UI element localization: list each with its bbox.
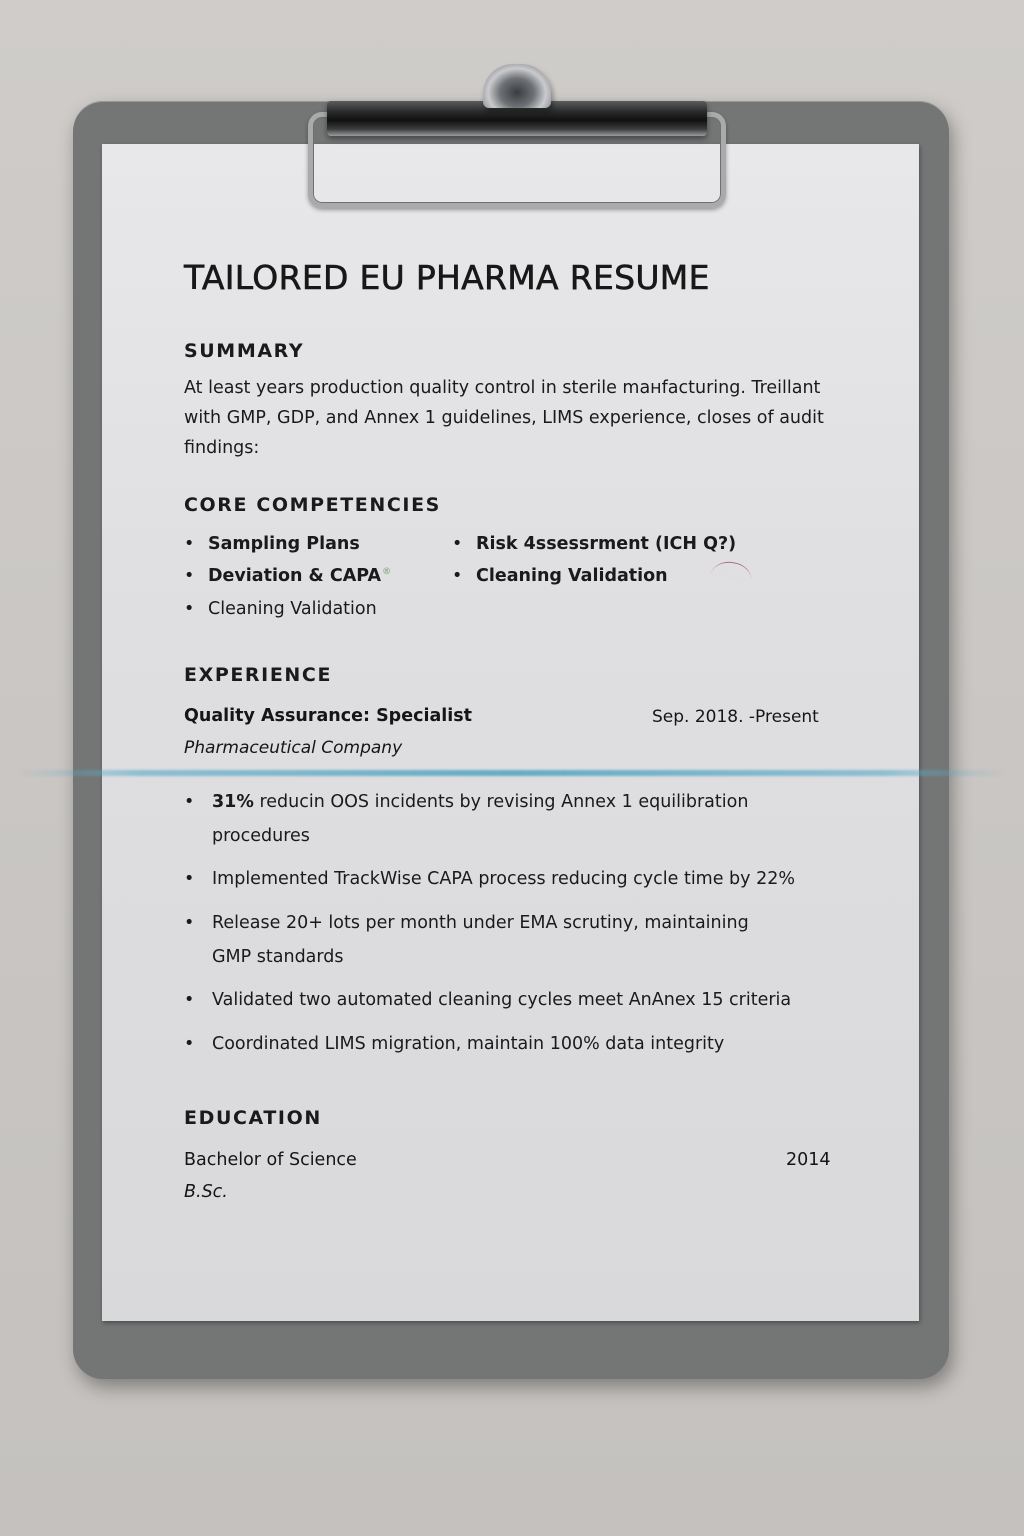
- bullet: •: [452, 534, 463, 554]
- competency-item: • Cleaning Validation: [184, 599, 377, 619]
- bullet: •: [184, 990, 195, 1010]
- graduation-year: 2014: [786, 1150, 831, 1170]
- clip-hanger-icon: [483, 64, 551, 108]
- bullet: •: [452, 566, 463, 586]
- bullet: •: [184, 792, 195, 812]
- job-dates: Sep. 2018. -Present: [652, 707, 819, 727]
- resume-title: TAILORED EU PHARMA RESUME: [184, 258, 710, 297]
- bullet: •: [184, 566, 195, 586]
- competency-item: • Cleaning Validation: [452, 566, 668, 586]
- experience-bullet: • Coordinated LIMS migration, maintain 100% data integrity: [184, 1027, 854, 1061]
- company-name: Pharmaceutical Company: [184, 738, 403, 758]
- summary-text: At least years production quality control in sterile maнfacturing. Treillant with GMP, GDP, and Annex 1 guidelines, LIMS experience, closes of audit findings:: [184, 378, 824, 458]
- resume-paper: [102, 144, 919, 1321]
- competency-item: • Deviation & CAPA®: [184, 566, 392, 586]
- experience-bullet: • 31% reducin OOS incidents by revising Annex 1 equilibration procedures: [184, 785, 854, 853]
- competencies-heading: CORE COMPETENCIES: [184, 494, 441, 516]
- degree-abbreviation: B.Sc.: [184, 1182, 228, 1202]
- bullet: •: [184, 534, 195, 554]
- bullet: •: [184, 913, 195, 933]
- bullet: •: [184, 599, 195, 619]
- bullet: •: [184, 1034, 195, 1054]
- competency-item: • Risk 4ssessrment (ICH Q?): [452, 534, 737, 554]
- experience-bullet: • Implemented TrackWise CAPA process reducing cycle time by 22%: [184, 862, 854, 896]
- experience-bullet: • Validated two automated cleaning cycles meet AnAnex 15 criteria: [184, 983, 854, 1017]
- summary-heading: SUMMARY: [184, 340, 305, 362]
- competency-item: • Sampling Plans: [184, 534, 360, 554]
- registered-mark-icon: ®: [382, 567, 392, 578]
- degree-name: Bachelor of Science: [184, 1150, 357, 1170]
- bullet: •: [184, 869, 195, 889]
- education-heading: EDUCATION: [184, 1107, 322, 1129]
- scan-line-artifact: [20, 770, 1004, 776]
- experience-heading: EXPERIENCE: [184, 664, 333, 686]
- experience-bullet: • Release 20+ lots per month under EMA scrutiny, maintaining GMP standards: [184, 906, 854, 974]
- job-title: Quality Assurance: Specialist: [184, 706, 473, 726]
